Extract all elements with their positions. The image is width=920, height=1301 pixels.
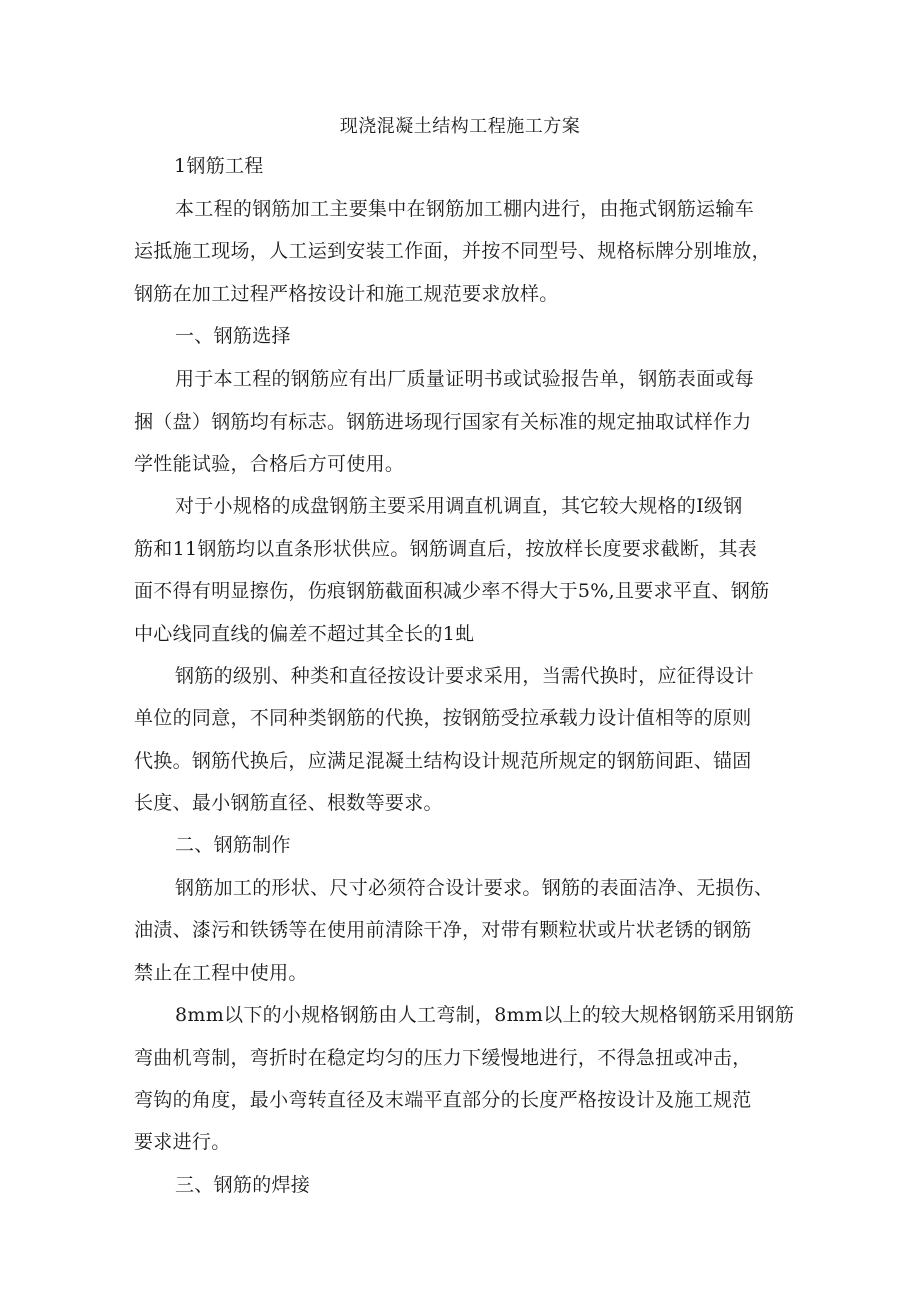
paragraph-line: 面不得有明显擦伤，伤痕钢筋截面积减少率不得大于5%,且要求平直、钢筋 [134, 580, 770, 602]
paragraph-line: 弯钩的角度，最小弯转直径及末端平直部分的长度严格按设计及施工规范 [134, 1089, 752, 1111]
paragraph-line: 钢筋加工的形状、尺寸必须符合设计要求。钢筋的表面洁净、无损伤、 [175, 877, 774, 899]
paragraph-line: 对于小规格的成盘钢筋主要采用调直机调直，其它较大规格的Ⅰ级钢 [175, 495, 743, 517]
paragraph-line: 代换。钢筋代换后，应满足混凝土结构设计规范所规定的钢筋间距、锚固 [134, 750, 752, 772]
paragraph-line: 油渍、漆污和铁锈等在使用前清除干净，对带有颗粒状或片状老锈的钢筋 [134, 919, 752, 941]
subsection-heading: 三、钢筋的焊接 [175, 1174, 311, 1196]
paragraph-line: 8mm以下的小规格钢筋由人工弯制，8mm以上的较大规格钢筋采用钢筋 [175, 1004, 795, 1026]
document-title: 现浇混凝土结构工程施工方案 [339, 116, 581, 137]
paragraph-line: 弯曲机弯制，弯折时在稳定均匀的压力下缓慢地进行，不得急扭或冲击， [134, 1047, 752, 1069]
paragraph-line: 钢筋在加工过程严格按设计和施工规范要求放样。 [134, 283, 559, 305]
paragraph-line: 学性能试验，合格后方可使用。 [134, 453, 405, 475]
paragraph-line: 本工程的钢筋加工主要集中在钢筋加工棚内进行，由拖式钢筋运输车 [175, 198, 755, 220]
paragraph-line: 用于本工程的钢筋应有出厂质量证明书或试验报告单，钢筋表面或每 [175, 368, 755, 390]
paragraph-line: 中心线同直线的偏差不超过其全长的1虬 [134, 623, 475, 645]
section-heading: 1钢筋工程 [174, 155, 264, 177]
paragraph-line: 禁止在工程中使用。 [134, 962, 308, 984]
paragraph-line: 单位的同意，不同种类钢筋的代换，按钢筋受拉承载力设计值相等的原则 [134, 707, 752, 729]
subsection-heading: 二、钢筋制作 [175, 834, 291, 856]
paragraph-line: 捆（盘）钢筋均有标志。钢筋进场现行国家有关标准的规定抽取试样作力 [134, 411, 752, 433]
subsection-heading: 一、钢筋选择 [175, 325, 291, 347]
paragraph-line: 筋和11钢筋均以直条形状供应。钢筋调直后，按放样长度要求截断，其表 [134, 538, 758, 560]
paragraph-line: 要求进行。 [134, 1131, 231, 1153]
paragraph-line: 长度、最小钢筋直径、根数等要求。 [134, 792, 443, 814]
paragraph-line: 运抵施工现场，人工运到安装工作面，并按不同型号、规格标牌分别堆放， [134, 240, 771, 262]
paragraph-line: 钢筋的级别、种类和直径按设计要求采用，当需代换时，应征得设计 [175, 665, 755, 687]
